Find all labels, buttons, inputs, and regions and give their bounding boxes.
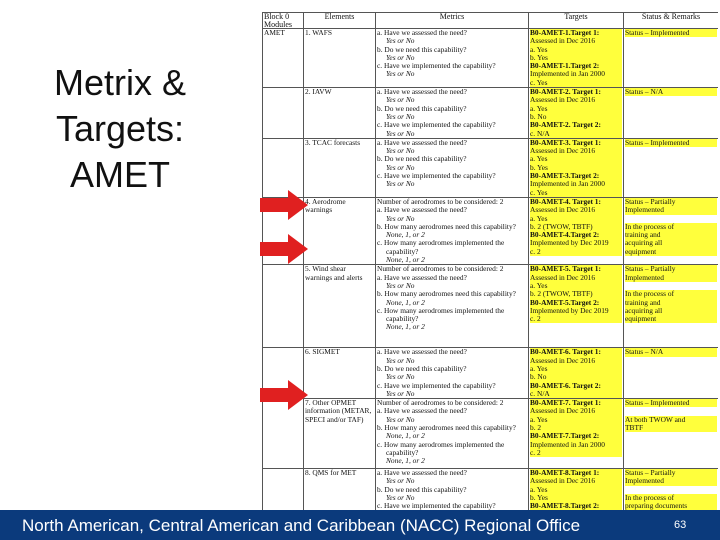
metrics-line: b. Do we need this capability? <box>377 363 467 373</box>
metrics-line: Yes or No <box>386 128 415 138</box>
metrics-cell <box>376 348 529 399</box>
targets-line: B0-AMET-4.Target 2: <box>530 231 622 239</box>
targets-line: b. Yes <box>530 494 622 502</box>
targets-line: B0-AMET-3.Target 2: <box>530 172 622 180</box>
table-row <box>263 88 719 139</box>
element-cell: 7. Other OPMET information (METAR, SPECI and/or TAF) <box>304 399 376 469</box>
targets-line: B0-AMET-5.Target 2: <box>530 299 622 307</box>
metrics-line: Yes or No <box>386 388 415 398</box>
metrics-line: capability? <box>386 447 419 457</box>
table-row <box>263 138 719 197</box>
targets-line: c. 2 <box>530 315 622 323</box>
targets-line: b. Yes <box>530 164 622 172</box>
slide-title <box>20 60 220 198</box>
metrics-line: b. How many aerodromes need this capability? <box>377 289 516 299</box>
metrics-cell <box>376 88 529 139</box>
status-line: Status – Partially <box>625 469 717 477</box>
status-line: In the process of <box>625 223 717 231</box>
element-cell: 6. SIGMET <box>304 348 376 399</box>
metrics-cell <box>376 399 529 469</box>
targets-line: b. 2 <box>530 424 622 432</box>
table-row <box>263 265 719 348</box>
metrics-line: Number of aerodromes to be considered: 2 <box>377 264 504 274</box>
metrics-line: c. Have we implemented the capability? <box>377 380 496 390</box>
status-line: Status – Partially <box>625 265 717 273</box>
metrics-cell <box>376 138 529 197</box>
metrics-line: b. Do we need this capability? <box>377 103 467 113</box>
red-arrow-icon <box>260 234 308 264</box>
metrics-line: Yes or No <box>386 69 415 79</box>
status-line: At both TWOW and <box>625 416 717 424</box>
targets-line: B0-AMET-6. Target 2: <box>530 382 622 390</box>
targets-line: B0-AMET-7. Target 1: <box>530 399 622 407</box>
metrics-line: a. Have we assessed the need? <box>377 468 467 478</box>
targets-line: a. Yes <box>530 105 622 113</box>
element-cell: 8. QMS for MET <box>304 469 376 510</box>
status-line: Status – N/A <box>625 348 717 356</box>
status-line: In the process of <box>625 290 717 298</box>
status-line: equipment <box>625 248 717 256</box>
status-line: Implemented <box>625 206 717 214</box>
status-line: Status – Implemented <box>625 29 717 37</box>
metrics-line: c. Have we implemented the capability? <box>377 171 496 181</box>
metrics-line: c. Have we implemented the capability? <box>377 501 496 510</box>
targets-cell <box>529 138 624 197</box>
metrics-line: Number of aerodromes to be considered: 2 <box>377 197 504 206</box>
metrics-line: None, 1, or 2 <box>386 322 425 332</box>
table-row <box>263 29 719 88</box>
metrics-line: a. Have we assessed the need? <box>377 138 467 147</box>
targets-line: Assessed in Dec 2016 <box>530 274 622 282</box>
metrics-line: None, 1, or 2 <box>386 456 425 466</box>
status-line: Status – Partially <box>625 198 717 206</box>
status-line: Status – Implemented <box>625 399 717 407</box>
targets-line: a. Yes <box>530 155 622 163</box>
metrics-line: c. How many aerodromes implemented the <box>377 439 505 449</box>
module-cell <box>263 138 304 197</box>
metrics-line: c. Have we implemented the capability? <box>377 61 496 71</box>
targets-line: Implemented by Dec 2019 <box>530 307 622 315</box>
targets-line: a. Yes <box>530 215 622 223</box>
metrics-line: Yes or No <box>386 476 415 486</box>
module-cell <box>263 469 304 510</box>
metrics-line: b. Do we need this capability? <box>377 44 467 54</box>
status-line: acquiring all <box>625 307 717 315</box>
metrics-line: Yes or No <box>386 492 415 502</box>
targets-line: B0-AMET-6. Target 1: <box>530 348 622 356</box>
targets-line: a. Yes <box>530 365 622 373</box>
metrics-table-image <box>262 12 718 510</box>
metrics-line: Yes or No <box>386 162 415 172</box>
targets-line: B0-AMET-7.Target 2: <box>530 432 622 440</box>
table-row <box>263 399 719 469</box>
targets-line: B0-AMET-4. Target 1: <box>530 198 622 206</box>
metrics-line: Yes or No <box>386 355 415 365</box>
table-row <box>263 469 719 510</box>
targets-cell <box>529 348 624 399</box>
element-cell: 3. TCAC forecasts <box>304 138 376 197</box>
metrics-line: Yes or No <box>386 414 415 424</box>
status-line: TBTF <box>625 424 717 432</box>
targets-line: Implemented by Dec 2019 <box>530 239 622 247</box>
metrics-cell <box>376 469 529 510</box>
metrics-line: Yes or No <box>386 111 415 121</box>
targets-line: b. 2 (TWOW, TBTF) <box>530 223 622 231</box>
metrics-line: a. Have we assessed the need? <box>377 87 467 97</box>
targets-line: B0-AMET-1.Target 2: <box>530 62 622 70</box>
red-arrow-icon <box>260 380 308 410</box>
targets-line: c. N/A <box>530 130 622 138</box>
status-line: Status – Implemented <box>625 139 717 147</box>
metrics-line: None, 1, or 2 <box>386 230 425 240</box>
metrics-line: None, 1, or 2 <box>386 431 425 441</box>
metrics-line: a. Have we assessed the need? <box>377 272 467 282</box>
module-cell <box>263 88 304 139</box>
metrics-line: Yes or No <box>386 179 415 189</box>
metrics-line: a. Have we assessed the need? <box>377 205 467 215</box>
targets-line: a. Yes <box>530 416 622 424</box>
metrics-line: Yes or No <box>386 213 415 223</box>
header-modules-line1: Block 0 <box>264 12 290 21</box>
table-header-row <box>263 13 719 29</box>
table-row <box>263 348 719 399</box>
metrics-line: Yes or No <box>386 146 415 156</box>
targets-line: Assessed in Dec 2016 <box>530 96 622 104</box>
targets-line: B0-AMET-1.Target 1: <box>530 29 622 37</box>
slide-title-line: Metrix & <box>53 62 186 103</box>
module-cell <box>263 265 304 348</box>
metrics-line: b. Do we need this capability? <box>377 484 467 494</box>
status-line: In the process of <box>625 494 717 502</box>
targets-line: Assessed in Dec 2016 <box>530 357 622 365</box>
status-line: training and <box>625 299 717 307</box>
targets-line: a. Yes <box>530 46 622 54</box>
targets-line: b. 2 (TWOW, TBTF) <box>530 290 622 298</box>
status-line: preparing documents <box>625 502 717 510</box>
targets-line: Assessed in Dec 2016 <box>530 477 622 485</box>
element-cell: 4. Aerodrome warnings <box>304 197 376 264</box>
targets-line: Assessed in Dec 2016 <box>530 407 622 415</box>
targets-line: B0-AMET-2. Target 2: <box>530 121 622 129</box>
targets-line: B0-AMET-8.Target 2: <box>530 502 622 510</box>
metrics-line: a. Have we assessed the need? <box>377 406 467 416</box>
metrics-line: capability? <box>386 314 419 324</box>
targets-line: c. N/A <box>530 390 622 398</box>
targets-line: Implemented in Jan 2000 <box>530 70 622 78</box>
metrics-line: b. How many aerodromes need this capability? <box>377 221 516 231</box>
status-line: equipment <box>625 315 717 323</box>
page-number: 63 <box>674 519 687 531</box>
metrics-line: c. How many aerodromes implemented the <box>377 305 505 315</box>
status-cell <box>624 399 719 469</box>
status-line: Status – N/A <box>625 88 717 96</box>
targets-line: Implemented in Jan 2000 <box>530 180 622 188</box>
header-status: Status & Remarks <box>624 13 719 29</box>
targets-line: a. Yes <box>530 486 622 494</box>
targets-line: Assessed in Dec 2016 <box>530 147 622 155</box>
metrics-line: a. Have we assessed the need? <box>377 347 467 357</box>
table-row <box>263 197 719 264</box>
metrics-line: Yes or No <box>386 95 415 105</box>
metrics-line: c. Have we implemented the capability? <box>377 120 496 130</box>
targets-line: Assessed in Dec 2016 <box>530 37 622 45</box>
targets-line: B0-AMET-8.Target 1: <box>530 469 622 477</box>
targets-line: B0-AMET-2. Target 1: <box>530 88 622 96</box>
header-targets: Targets <box>529 13 624 29</box>
targets-line: B0-AMET-3. Target 1: <box>530 139 622 147</box>
targets-line: Implemented in Jan 2000 <box>530 441 622 449</box>
targets-cell <box>529 29 624 88</box>
metrics-line: Number of aerodromes to be considered: 2 <box>377 398 504 408</box>
targets-cell <box>529 88 624 139</box>
slide-title-line: Targets: <box>55 108 185 149</box>
metrics-line: None, 1, or 2 <box>386 255 425 265</box>
status-cell <box>624 348 719 399</box>
status-cell <box>624 197 719 264</box>
targets-line: b. No <box>530 373 622 381</box>
metrics-line: a. Have we assessed the need? <box>377 28 467 37</box>
metrics-cell <box>376 265 529 348</box>
metrics-line: capability? <box>386 246 419 256</box>
status-line: Implemented <box>625 274 717 282</box>
targets-line: b. No <box>530 113 622 121</box>
targets-line: a. Yes <box>530 282 622 290</box>
targets-line: B0-AMET-5. Target 1: <box>530 265 622 273</box>
targets-line: c. 2 <box>530 248 622 256</box>
header-modules <box>263 13 304 29</box>
targets-line: c. Yes <box>530 79 622 87</box>
status-cell <box>624 265 719 348</box>
metrics-line: Yes or No <box>386 36 415 46</box>
header-elements: Elements <box>304 13 376 29</box>
module-cell: AMET <box>263 29 304 88</box>
metrics-line: None, 1, or 2 <box>386 297 425 307</box>
metrics-cell <box>376 197 529 264</box>
metrics-line: c. How many aerodromes implemented the <box>377 238 505 248</box>
targets-line: Assessed in Dec 2016 <box>530 206 622 214</box>
metrics-table <box>262 12 718 510</box>
targets-line: b. Yes <box>530 54 622 62</box>
metrics-line: Yes or No <box>386 52 415 62</box>
header-metrics: Metrics <box>376 13 529 29</box>
metrics-line: Yes or No <box>386 280 415 290</box>
metrics-line: Yes or No <box>386 372 415 382</box>
footer-office-name: North American, Central American and Caribbean (NACC) Regional Office <box>22 516 581 535</box>
targets-cell <box>529 399 624 469</box>
metrics-line: b. How many aerodromes need this capability? <box>377 422 516 432</box>
targets-line: c. Yes <box>530 189 622 197</box>
status-cell <box>624 469 719 510</box>
element-cell: 1. WAFS <box>304 29 376 88</box>
status-cell <box>624 88 719 139</box>
red-arrow-icon <box>260 190 308 220</box>
header-modules-line2: Modules <box>264 19 292 29</box>
metrics-cell <box>376 29 529 88</box>
element-cell: 2. IAVW <box>304 88 376 139</box>
targets-cell <box>529 197 624 264</box>
element-cell: 5. Wind shear warnings and alerts <box>304 265 376 348</box>
status-line: training and <box>625 231 717 239</box>
status-cell <box>624 29 719 88</box>
targets-cell <box>529 469 624 510</box>
targets-cell <box>529 265 624 348</box>
slide-title-line: AMET <box>69 154 170 195</box>
status-line: acquiring all <box>625 239 717 247</box>
status-line: Implemented <box>625 477 717 485</box>
metrics-line: b. Do we need this capability? <box>377 154 467 164</box>
status-cell <box>624 138 719 197</box>
targets-line: c. 2 <box>530 449 622 457</box>
footer-bar <box>0 510 720 540</box>
